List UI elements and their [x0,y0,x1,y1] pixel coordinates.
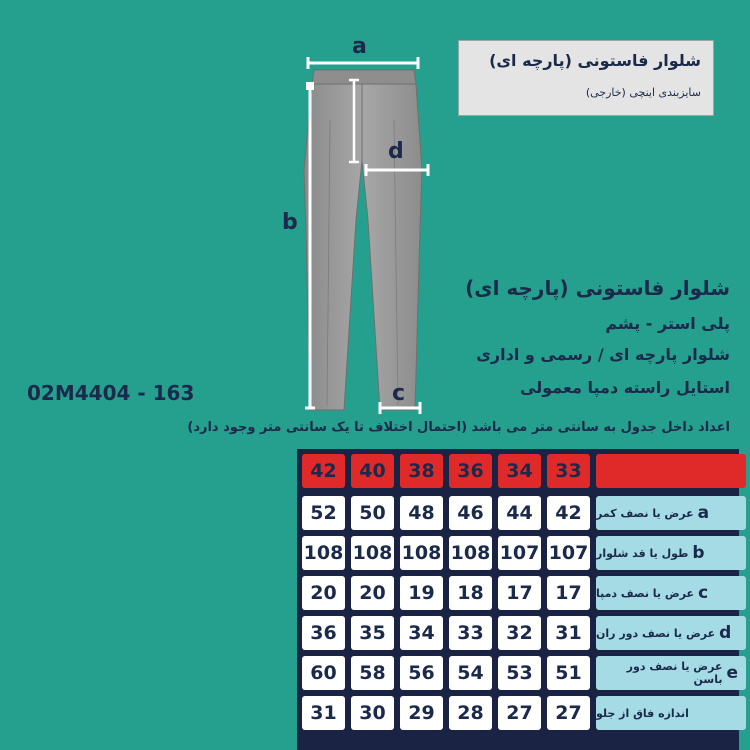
size-value-cell: 34 [400,616,443,650]
size-value-cell: 56 [400,656,443,690]
size-value-cell: 19 [400,576,443,610]
size-value-cell: 58 [351,656,394,690]
dim-letter-a: a [352,34,367,59]
size-value-cell: 60 [302,656,345,690]
size-value-cell: 107 [547,536,590,570]
info-style: استایل راسته دمپا معمولی [520,378,730,397]
info-material: پلی استر - پشم [605,314,730,333]
measure-key: c [698,583,709,603]
size-value-cell: 31 [547,616,590,650]
measure-label: عرض یا نصف دمپا [596,586,695,600]
size-header-cell: 38 [400,454,443,488]
measure-label: اندازه فاق از جلو [596,706,689,720]
measure-key: d [719,623,732,643]
size-value-cell: 33 [449,616,492,650]
product-code: 02M4404 - 163 [27,381,195,405]
size-value-cell: 17 [498,576,541,610]
header-label-cell [596,454,746,488]
info-usage: شلوار پارچه ای / رسمی و اداری [476,345,730,364]
size-header-cell: 42 [302,454,345,488]
size-value-cell: 44 [498,496,541,530]
measure-label-cell [596,656,746,690]
measure-label-cell [596,536,746,570]
measure-key: e [726,663,738,683]
size-value-cell: 27 [547,696,590,730]
size-value-cell: 108 [400,536,443,570]
measure-key: a [697,503,710,523]
size-value-cell: 28 [449,696,492,730]
size-value-cell: 52 [302,496,345,530]
size-value-cell: 46 [449,496,492,530]
size-value-cell: 18 [449,576,492,610]
size-value-cell: 108 [351,536,394,570]
size-value-cell: 42 [547,496,590,530]
measure-label-cell [596,616,746,650]
measure-label: عرض یا نصف کمر [596,506,694,520]
measure-label: طول یا قد شلوار [596,546,689,560]
dim-letter-b: b [282,210,298,235]
info-heading: شلوار فاستونی (پارچه ای) [465,276,730,300]
size-value-cell: 20 [302,576,345,610]
info-note: اعداد داخل جدول به سانتی متر می باشد (احتمال اختلاف تا یک سانتی متر وجود دارد) [187,420,730,435]
title-box-title: شلوار فاستونی (پارچه ای) [489,51,701,70]
size-value-cell: 108 [302,536,345,570]
size-value-cell: 53 [498,656,541,690]
measure-label-cell [596,696,746,730]
size-value-cell: 51 [547,656,590,690]
size-value-cell: 36 [302,616,345,650]
pants-diagram [270,30,450,420]
measure-key: b [692,543,705,563]
title-box-subtitle: سایزبندی اینچی (خارجی) [585,86,701,99]
size-value-cell: 48 [400,496,443,530]
size-value-cell: 50 [351,496,394,530]
size-value-cell: 54 [449,656,492,690]
size-header-cell: 34 [498,454,541,488]
size-value-cell: 27 [498,696,541,730]
size-value-cell: 17 [547,576,590,610]
size-value-cell: 107 [498,536,541,570]
pants-legs [304,84,422,410]
size-header-cell: 33 [547,454,590,488]
size-table [297,449,739,750]
product-title-box [458,40,714,116]
measure-label-cell [596,576,746,610]
dim-letter-c: c [392,381,406,406]
size-value-cell: 30 [351,696,394,730]
dim-letter-d: d [388,139,404,164]
size-value-cell: 35 [351,616,394,650]
size-value-cell: 32 [498,616,541,650]
measure-label: عرض یا نصف دور باسن [626,660,723,686]
size-value-cell: 31 [302,696,345,730]
measure-label: عرض یا نصف دور ران [596,626,716,640]
size-header-cell: 40 [351,454,394,488]
size-header-cell: 36 [449,454,492,488]
size-value-cell: 108 [449,536,492,570]
size-value-cell: 20 [351,576,394,610]
measure-label-cell [596,496,746,530]
size-value-cell: 29 [400,696,443,730]
pants-waistband [312,70,416,84]
